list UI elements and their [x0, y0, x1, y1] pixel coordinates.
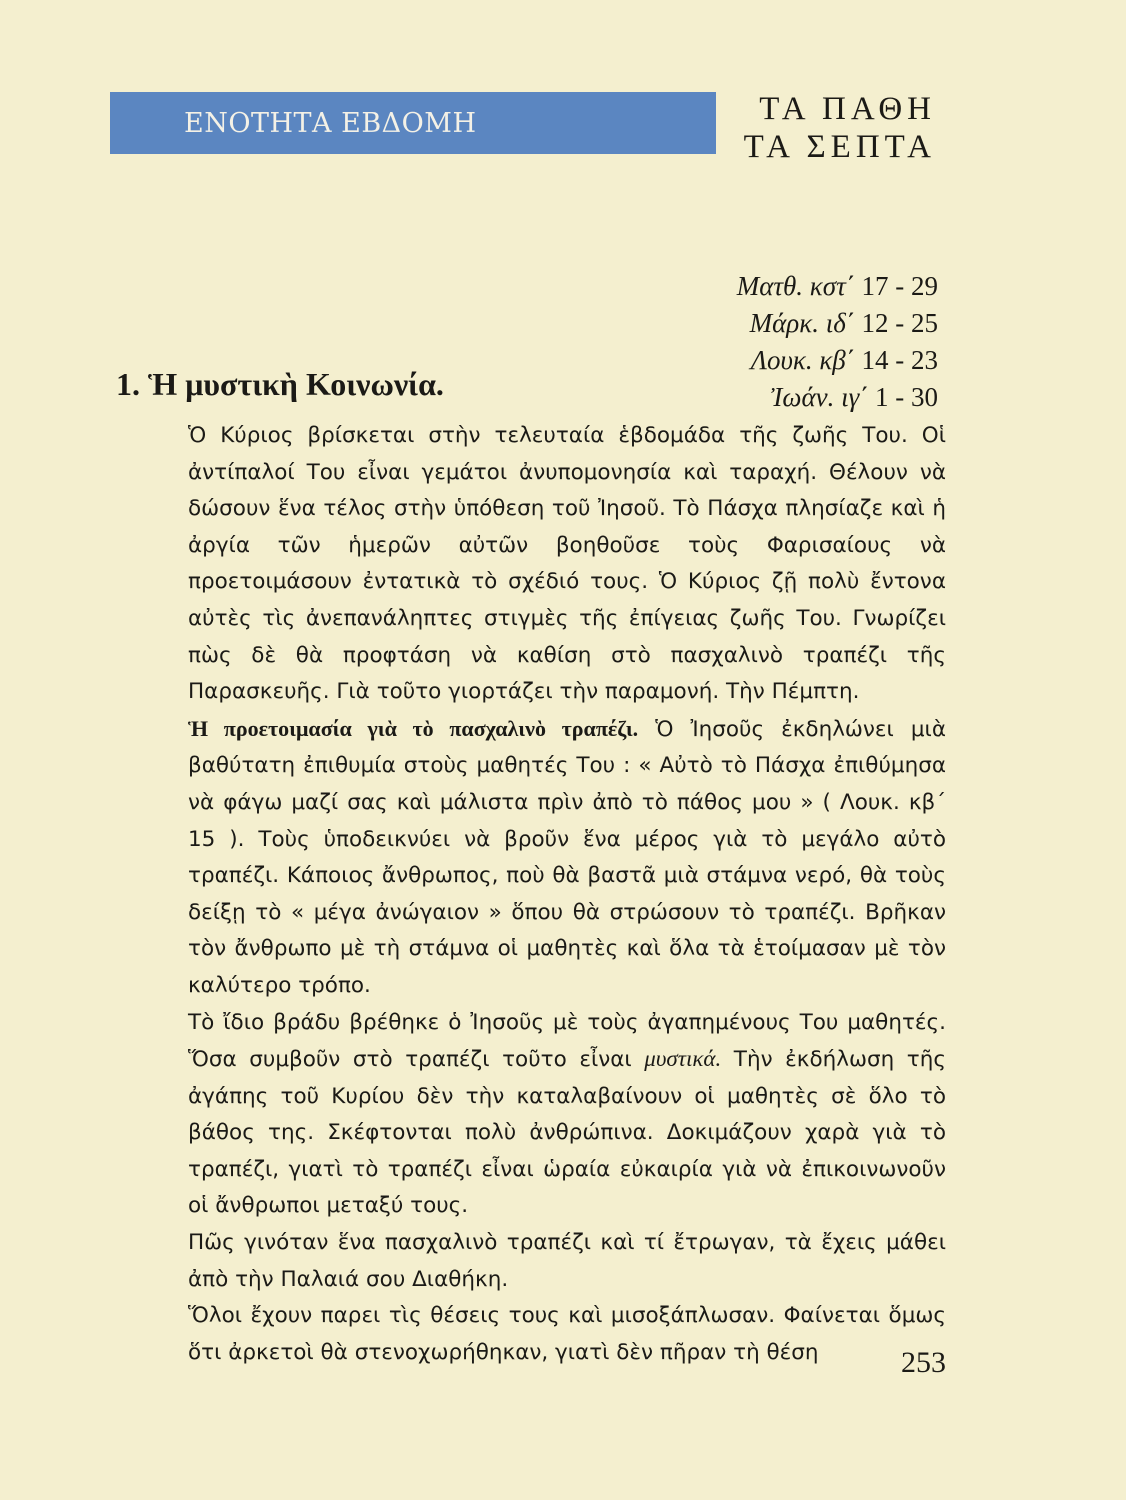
paragraph-3-text-a: Τὸ ἴδιο βράδυ βρέθηκε ὁ Ἰησοῦς μὲ τοὺς ἀγαπημένους Του μαθητές. Ὅσα συμβοῦν στὸ τραπέζι τοῦτο εἶναι — [188, 1009, 946, 1073]
paragraph-4: Πῶς γινόταν ἕνα πασχαλινὸ τραπέζι καὶ τί ἔτρωγαν, τὰ ἔχεις μάθει ἀπὸ τὴν Παλαιά σου Διαθήκη. — [188, 1230, 946, 1292]
paragraph-2-text: Ὁ Ἰησοῦς ἐκδηλώνει μιὰ βαθύτατη ἐπιθυμία στοὺς μαθητές Του : « Αὐτὸ τὸ Πάσχα ἐπιθύμησα νὰ φάγω μαζί σας καὶ μάλιστα πρὶν ἀπὸ τὸ πάθος μου » ( Λουκ. κβ΄ 15 ). Τοὺς ὑποδεικνύει νὰ βροῦν ἕνα μέρος γιὰ τὸ μεγάλο αὐτὸ τραπέζι. Κάποιος ἄνθρωπος, ποὺ θὰ βαστᾶ μιὰ στάμνα νερό, θὰ τοὺς δείξῃ τὸ « μέγα ἀνώγαιον » ὅπου θὰ στρώσουν τὸ τραπέζι. Βρῆκαν τὸν ἄνθρωπο μὲ τὴ στάμνα οἱ μαθητὲς καὶ ὅλα τὰ ἑτοίμασαν μὲ τὸν καλύτερο τρόπο. — [188, 716, 946, 998]
reference-line — [737, 379, 938, 416]
reference-line — [737, 342, 938, 379]
reference-line — [737, 268, 938, 305]
scripture-references — [737, 268, 938, 416]
reference-line — [737, 305, 938, 342]
reference-verses: 14 - 23 — [861, 345, 938, 375]
paragraph-5: Ὅλοι ἔχουν παρει τὶς θέσεις τους καὶ μισοξάπλωσαν. Φαίνεται ὅμως ὅτι ἀρκετοὶ θὰ στενοχωρήθηκαν, γιατὶ δὲν πῆραν τὴ θέση — [188, 1303, 946, 1365]
unit-label: ΕΝΟΤΗΤΑ ΕΒΔΟΜΗ — [184, 107, 477, 139]
reference-book: Λουκ. κβ΄ — [750, 345, 855, 375]
inline-heading: Ἡ προετοιμασία γιὰ τὸ πασχαλινὸ τραπέζι. — [188, 715, 639, 741]
unit-banner — [110, 92, 716, 154]
reference-book: Μάρκ. ιδ΄ — [749, 308, 855, 338]
paragraph-3 — [188, 1005, 946, 1226]
reference-verses: 17 - 29 — [861, 271, 938, 301]
paragraph-1: Ὁ Κύριος βρίσκεται στὴν τελευταία ἑβδομάδα τῆς ζωῆς Του. Οἱ ἀντίπαλοί Του εἶναι γεμάτοι ἀνυπομονησία καὶ ταραχή. Θέλουν νὰ δώσουν ἕνα τέλος στὴν ὑπόθεση τοῦ Ἰησοῦ. Τὸ Πάσχα πλησίαζε καὶ ἡ ἀργία τῶν ἡμερῶν αὐτῶν βοηθοῦσε τοὺς Φαρισαίους νὰ προετοιμάσουν ἐντατικὰ τὸ σχέδιό τους. Ὁ Κύριος ζῇ πολὺ ἔντονα αὐτὲς τὶς ἀνεπανάληπτες στιγμὲς τῆς ἐπίγειας ζωῆς Του. Γνωρίζει πὼς δὲ θὰ προφτάση νὰ καθίση στὸ πασχαλινὸ τραπέζι τῆς Παρασκευῆς. Γιὰ τοῦτο γιορτάζει τὴν παραμονή. Τὴν Πέμπτη. — [188, 423, 946, 705]
chapter-title — [744, 90, 936, 166]
reference-verses: 12 - 25 — [861, 308, 938, 338]
reference-verses: 1 - 30 — [875, 382, 938, 412]
body-text — [188, 418, 946, 1371]
section-title: 1. Ἡ μυστικὴ Κοινωνία. — [116, 366, 444, 402]
chapter-title-line-1: ΤΑ ΠΑΘΗ — [759, 91, 936, 127]
chapter-title-line-2: ΤΑ ΣΕΠΤΑ — [743, 129, 936, 165]
reference-book: Ματθ. κστ΄ — [736, 271, 855, 301]
page-number: 253 — [901, 1346, 946, 1379]
paragraph-3-text-b: Τὴν ἐκδήλωση τῆς ἀγάπης τοῦ Κυρίου δὲν τὴν καταλαβαίνουν οἱ μαθητὲς σὲ ὅλο τὸ βάθος της. Σκέφτονται πολὺ ἀνθρώπινα. Δοκιμάζουν χαρὰ γιὰ τὸ τραπέζι, γιατὶ τὸ τραπέζι εἶναι ὡραία εὐκαιρία γιὰ νὰ ἐπικοινωνοῦν οἱ ἄνθρωποι μεταξύ τους. — [188, 1047, 946, 1219]
paragraph-2 — [188, 711, 946, 1005]
reference-book: Ἰωάν. ιγ΄ — [770, 382, 869, 412]
emphasized-word: μυστικά. — [644, 1046, 722, 1072]
